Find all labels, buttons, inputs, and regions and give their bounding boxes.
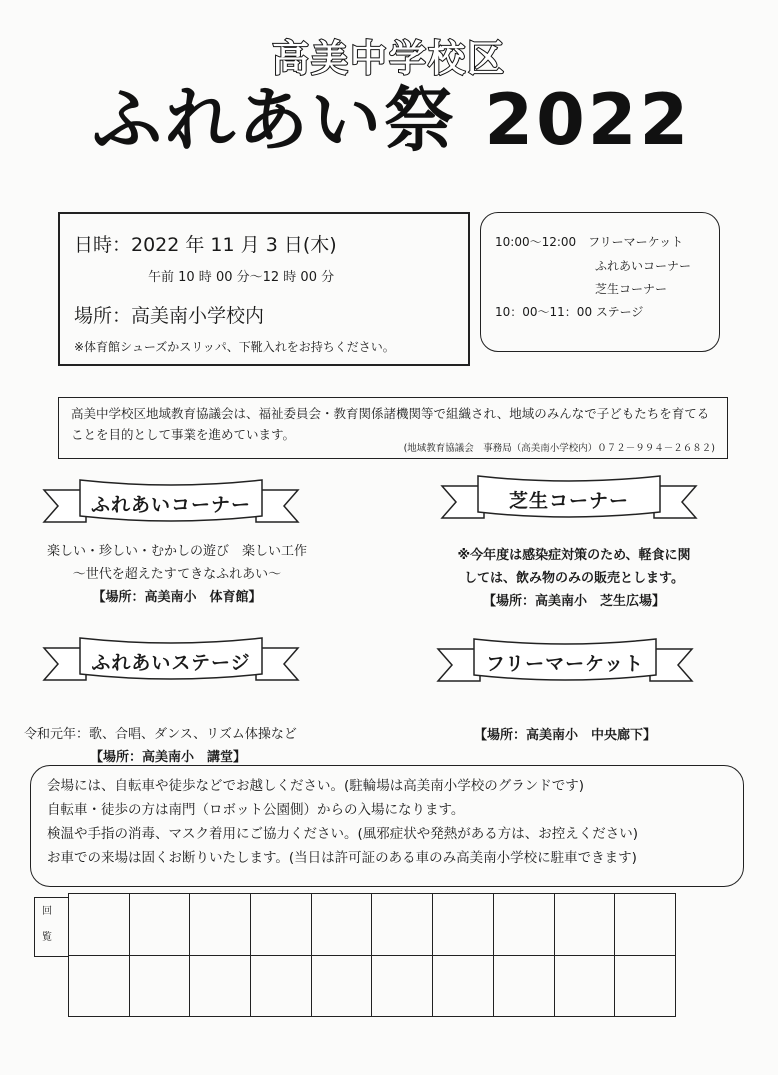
schedule-line: ふれあいコーナー xyxy=(595,259,692,273)
banner-fureai-corner xyxy=(42,474,300,532)
stage-line: 令和元年：歌、合唱、ダンス、リズム体操など xyxy=(24,727,297,742)
circulation-cell xyxy=(615,894,676,956)
circulation-cell xyxy=(311,955,372,1017)
circulation-cell xyxy=(554,894,615,956)
banner-shibafu-corner xyxy=(440,470,698,528)
banner-label: フリーマーケット xyxy=(485,652,645,675)
event-title: ふれあい祭 2022 xyxy=(92,79,692,161)
circulation-cell xyxy=(493,955,554,1017)
circulation-cell xyxy=(311,894,372,956)
fureai-line: 楽しい・珍しい・むかしの遊び 楽しい工作 xyxy=(46,544,307,559)
fureai-place: 【場所：高美南小 体育館】 xyxy=(92,590,262,605)
circulation-cell xyxy=(251,955,312,1017)
banner-label: 芝生コーナー xyxy=(508,489,629,512)
circulation-cell xyxy=(372,955,433,1017)
circulation-cell xyxy=(69,955,130,1017)
circulation-label-box xyxy=(34,897,69,957)
intro-text: 高美中学校区地域教育協議会は、福祉委員会・教育関係諸機関等で組織され、地域のみんなで子どもたちを育てることを目的として事業を進めています。 xyxy=(71,406,710,442)
banner-fureai-stage xyxy=(42,632,300,690)
banner-label: ふれあいコーナー xyxy=(90,493,251,516)
circulation-label: 覧 xyxy=(42,932,52,943)
circulation-cell xyxy=(554,955,615,1017)
event-note: ※体育館シューズかスリッパ、下靴入れをお持ちください。 xyxy=(74,340,395,354)
event-time: 午前 10 時 00 分～12 時 00 分 xyxy=(148,270,335,285)
event-datetime: 日時：2022 年 11 月 3 日(木) xyxy=(74,234,337,256)
circulation-cell xyxy=(615,955,676,1017)
circulation-cell xyxy=(190,894,251,956)
notice-line: 会場には、自転車や徒歩などでお越しください。(駐輪場は高美南小学校のグランドです) xyxy=(47,778,585,794)
shibafu-place: 【場所：高美南小 芝生広場】 xyxy=(482,594,665,609)
circulation-grid xyxy=(68,893,676,1017)
stage-description xyxy=(24,723,324,769)
stage-place: 【場所：高美南小 講堂】 xyxy=(90,750,247,765)
event-subtitle: 高美中学校区 xyxy=(272,37,506,80)
intro-box xyxy=(58,397,728,459)
notice-line: 自転車・徒歩の方は南門（ロボット公園側）からの入場になります。 xyxy=(47,802,465,818)
event-place: 場所：高美南小学校内 xyxy=(74,305,265,327)
schedule-box xyxy=(480,212,720,352)
banner-flea-market xyxy=(436,633,694,691)
fureai-description xyxy=(42,540,312,609)
notice-line: 検温や手指の消毒、マスク着用にご協力ください。(風邪症状や発熱がある方は、お控えください) xyxy=(47,826,639,842)
circulation-label: 回 xyxy=(42,906,52,917)
banner-label: ふれあいステージ xyxy=(91,651,251,674)
circulation-cell xyxy=(433,955,494,1017)
event-info-box xyxy=(58,212,470,366)
notices-box xyxy=(30,765,744,887)
fureai-line: ～世代を超えたすてきなふれあい～ xyxy=(72,567,282,582)
schedule-line: 10:00～12:00 フリーマーケット xyxy=(495,235,684,249)
market-description xyxy=(440,724,690,747)
circulation-cell xyxy=(69,894,130,956)
notice-line: お車での来場は固くお断りいたします。(当日は許可証のある車のみ高美南小学校に駐車できます) xyxy=(47,850,637,866)
circulation-cell xyxy=(372,894,433,956)
shibafu-line: しては、飲み物のみの販売とします。 xyxy=(464,571,684,586)
contact-info: (地域教育協議会 事務局（高美南小学校内）０７２－９９４－２６８２) xyxy=(403,443,715,454)
market-place: 【場所：高美南小 中央廊下】 xyxy=(473,728,656,743)
circulation-cell xyxy=(493,894,554,956)
circulation-cell xyxy=(129,955,190,1017)
shibafu-description xyxy=(424,544,724,613)
shibafu-line: ※今年度は感染症対策のため、軽食に関 xyxy=(457,548,691,563)
schedule-line: 10：00～11：00 ステージ xyxy=(495,305,644,319)
circulation-cell xyxy=(129,894,190,956)
circulation-cell xyxy=(433,894,494,956)
schedule-line: 芝生コーナー xyxy=(595,282,668,296)
circulation-cell xyxy=(190,955,251,1017)
circulation-cell xyxy=(251,894,312,956)
